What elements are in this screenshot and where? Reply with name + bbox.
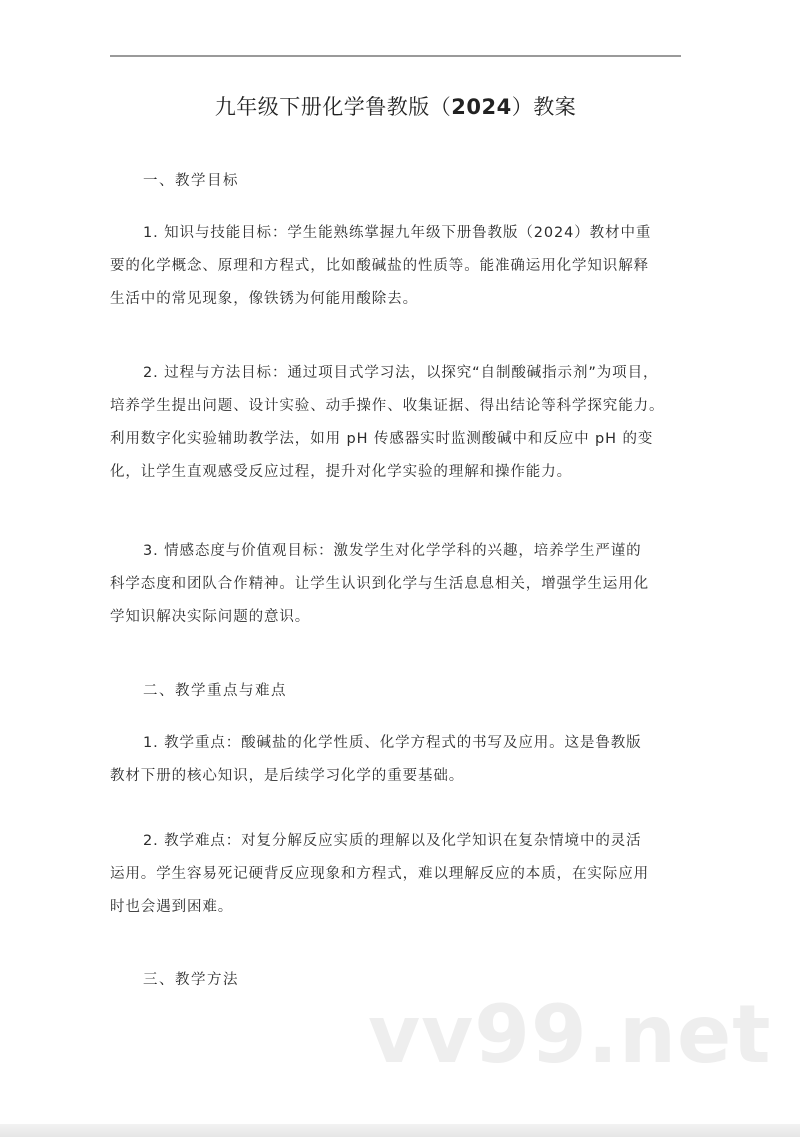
- paragraph-line: 2. 过程与方法目标：通过项目式学习法，以探究“自制酸碱指示剂”为项目，: [143, 365, 659, 381]
- paragraph-line: 培养学生提出问题、设计实验、动手操作、收集证据、得出结论等科学探究能力。: [110, 398, 665, 414]
- header-rule: [110, 55, 681, 57]
- section-3-heading: 三、教学方法: [143, 972, 239, 988]
- paragraph-line: 时也会遇到困难。: [110, 899, 234, 915]
- paragraph-line: 教材下册的核心知识，是后续学习化学的重要基础。: [110, 768, 465, 784]
- section-2-heading: 二、教学重点与难点: [143, 683, 287, 699]
- section-1-heading: 一、教学目标: [143, 173, 239, 189]
- paragraph-line: 科学态度和团队合作精神。让学生认识到化学与生活息息相关，增强学生运用化: [110, 576, 649, 592]
- section-1-item-2: [110, 357, 684, 489]
- title-prefix: 九年级下册化学鲁教版（: [214, 95, 452, 119]
- section-2-item-2: [110, 825, 684, 924]
- paragraph-line: 化，让学生直观感受反应过程，提升对化学实验的理解和操作能力。: [110, 464, 572, 480]
- paragraph-line: 1. 知识与技能目标：学生能熟练掌握九年级下册鲁教版（2024）教材中重: [143, 225, 652, 241]
- paragraph-line: 2. 教学难点：对复分解反应实质的理解以及化学知识在复杂情境中的灵活: [143, 833, 642, 849]
- paragraph-line: 运用。学生容易死记硬背反应现象和方程式，难以理解反应的本质，在实际应用: [110, 866, 649, 882]
- page-bottom-edge: [0, 1124, 800, 1137]
- document-title: [110, 90, 681, 124]
- paragraph-line: 1. 教学重点：酸碱盐的化学性质、化学方程式的书写及应用。这是鲁教版: [143, 735, 642, 751]
- paragraph-line: 利用数字化实验辅助教学法，如用 pH 传感器实时监测酸碱中和反应中 pH 的变: [110, 431, 654, 447]
- paragraph-line: 要的化学概念、原理和方程式，比如酸碱盐的性质等。能准确运用化学知识解释: [110, 258, 649, 274]
- title-year: 2024: [451, 95, 512, 119]
- paragraph-line: 生活中的常见现象，像铁锈为何能用酸除去。: [110, 291, 418, 307]
- section-1-item-3: [110, 535, 684, 634]
- watermark: vv99.net: [368, 988, 772, 1081]
- section-1-item-1: [110, 217, 684, 316]
- title-suffix: ）教案: [511, 95, 577, 119]
- paragraph-line: 3. 情感态度与价值观目标：激发学生对化学学科的兴趣，培养学生严谨的: [143, 543, 642, 559]
- section-2-item-1: [110, 727, 684, 793]
- paragraph-line: 学知识解决实际问题的意识。: [110, 609, 311, 625]
